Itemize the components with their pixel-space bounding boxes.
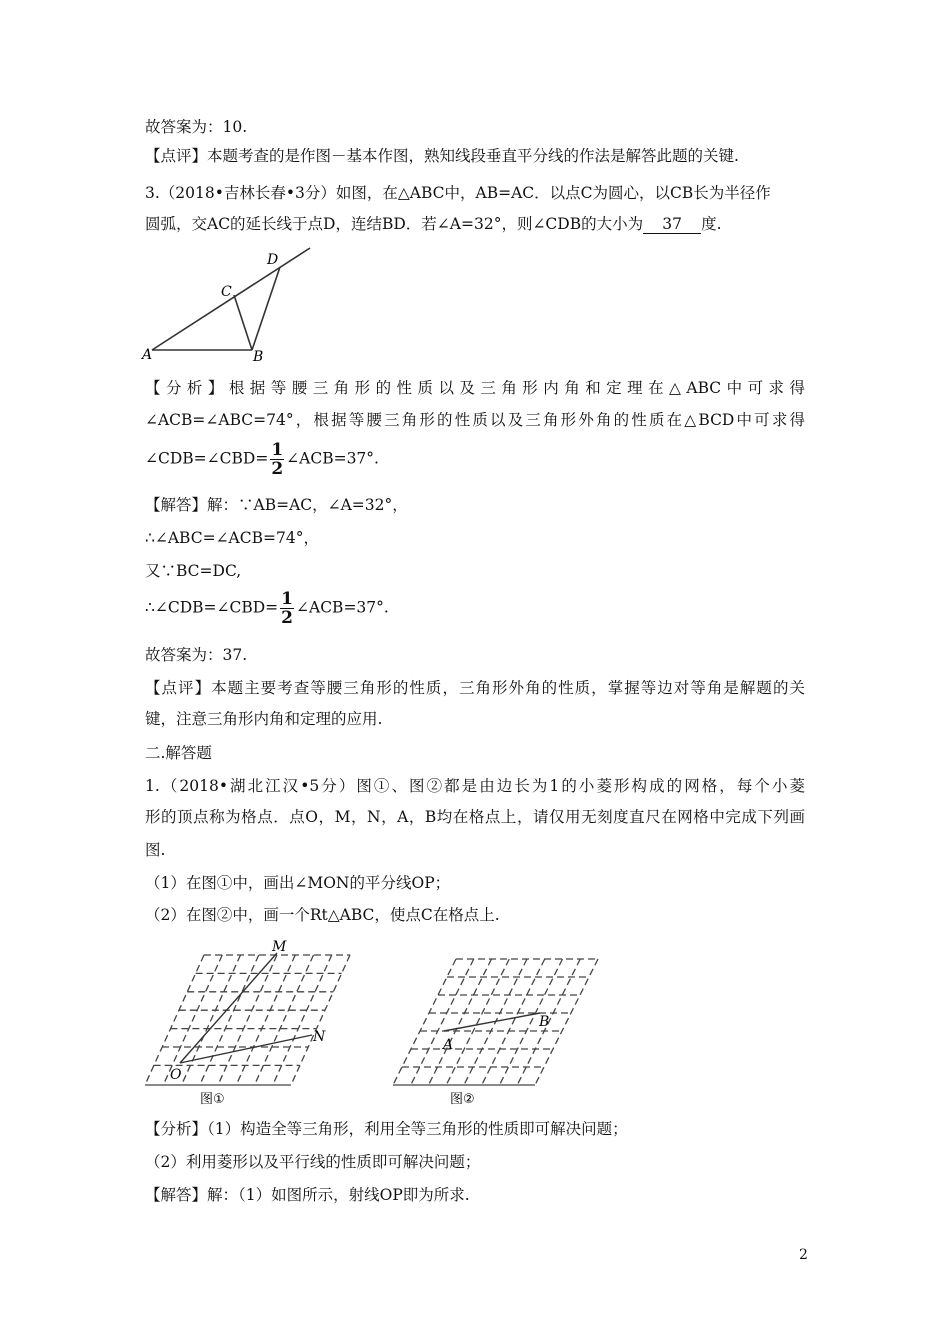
problem-1-line1: 1.（2018•湖北江汉•5分）图①、图②都是由边长为1的小菱形构成的网格，每个小菱 (145, 777, 805, 795)
solution-line2: ∴∠ABC=∠ACB=74°， (145, 529, 319, 547)
grid-figure-1 (140, 935, 370, 1110)
text-line: 【点评】本题考查的是作图－基本作图，熟知线段垂直平分线的作法是解答此题的关键. (145, 147, 739, 165)
problem-3-line1: 3.（2018•吉林长春•3分）如图，在△ABC中，AB=AC．以点C为圆心，以CB长为半径作 (145, 184, 771, 202)
fraction-half: $\frac{1}{2}$ (281, 589, 294, 628)
rhombus-grid (145, 955, 350, 1085)
problem-1-line2: 形的顶点称为格点．点O，M，N，A，B均在格点上，请仅用无刻度直尺在网格中完成下列画 (145, 808, 805, 826)
solution-2-line1: 【解答】解：（1）如图所示，射线OP即为所求. (145, 1186, 470, 1204)
label-n: N (313, 1029, 326, 1045)
problem-1-part2: （2）在图②中，画一个Rt△ABC，使点C在格点上. (145, 906, 500, 924)
line-bd (252, 267, 280, 350)
problem-1-line3: 图. (145, 841, 166, 859)
text-line: 故答案为：37. (145, 646, 248, 664)
analysis-2-line2: （2）利用菱形以及平行线的性质即可解决问题； (145, 1153, 481, 1171)
label-d: D (267, 252, 279, 268)
solution-line3: 又∵BC=DC, (145, 562, 242, 580)
analysis-2-line1: 【分析】（1）构造全等三角形，利用全等三角形的性质即可解决问题； (145, 1120, 628, 1138)
label-m: M (272, 939, 287, 955)
label-c: C (221, 284, 232, 300)
ray-on (180, 1035, 312, 1063)
label-b: B (539, 1014, 550, 1030)
label-a: A (443, 1037, 454, 1053)
fraction-half: $\frac{1}{2}$ (271, 440, 284, 479)
text: 圆弧，交AC的延长线于点D，连结BD．若∠A=32°，则∠CDB的大小为 (145, 215, 644, 233)
problem-3-line2 (145, 213, 722, 235)
line-cb (234, 295, 252, 350)
text-line: 故答案为：10. (145, 118, 248, 136)
label-a: A (142, 347, 153, 363)
comment-line2: 键，注意三角形内角和定理的应用. (145, 710, 383, 728)
solution-line1: 【解答】解：∵AB=AC，∠A=32°， (145, 496, 408, 514)
label-o: O (170, 1067, 182, 1083)
analysis-line2: ∠ACB=∠ABC=74°，根据等腰三角形的性质以及三角形外角的性质在△BCD中可求得 (145, 411, 805, 429)
analysis-line3 (145, 441, 379, 478)
comment-line1: 【点评】本题主要考查等腰三角形的性质，三角形外角的性质，掌握等边对等角是解题的关 (145, 679, 805, 697)
text: 度. (701, 215, 722, 233)
answer-blank: 37 (643, 215, 701, 234)
solution-line4 (145, 590, 389, 627)
figure-caption: 图① (200, 1092, 225, 1107)
label-b: B (253, 349, 264, 365)
text: ∴∠CDB=∠CBD= (145, 598, 279, 617)
analysis-line1: 【分析】根据等腰三角形的性质以及三角形内角和定理在△ABC中可求得 (145, 379, 805, 397)
grid-figure-2 (388, 945, 603, 1110)
text: ∠CDB=∠CBD= (145, 449, 269, 468)
section-heading: 二.解答题 (145, 744, 212, 762)
triangle-figure (140, 240, 315, 365)
text: ∠ACB=37°. (296, 598, 389, 617)
text: ∠ACB=37°. (286, 449, 379, 468)
problem-1-part1: （1）在图①中，画出∠MON的平分线OP； (145, 874, 451, 892)
page-number: 2 (799, 1247, 808, 1263)
figure-caption: 图② (450, 1092, 475, 1107)
